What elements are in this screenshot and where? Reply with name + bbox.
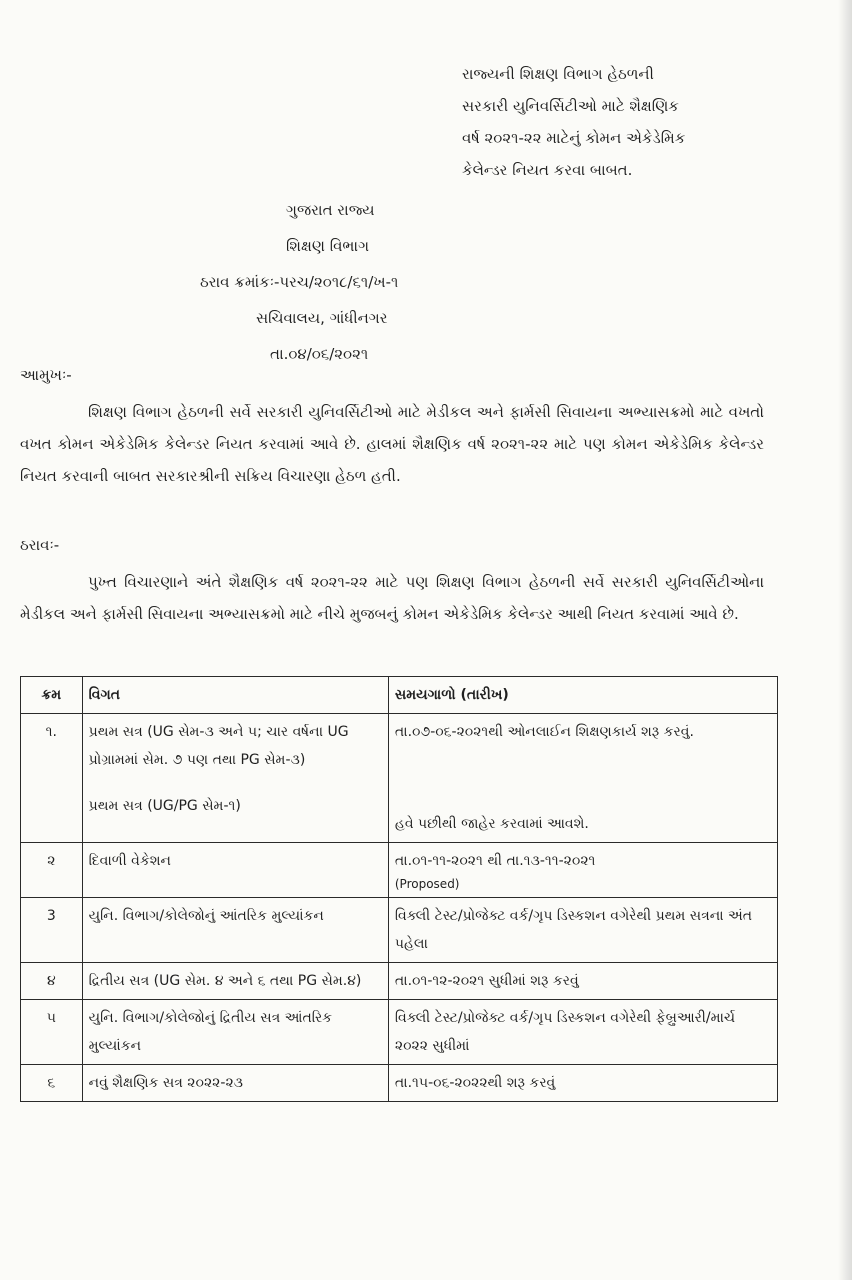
- header-detail: વિગત: [82, 677, 388, 714]
- row-detail-text: પ્રથમ સત્ર (UG સેમ-૩ અને ૫; ચાર વર્ષના UG પ્રોગ્રામમાં સેમ. ૭ પણ તથા PG સેમ-૩): [88, 724, 349, 768]
- header-no: ક્રમ: [21, 677, 83, 714]
- row-period-text-2: હવે પછીથી જાહેર કરવામાં આવશે.: [394, 816, 589, 832]
- proposed-note: (Proposed): [394, 877, 460, 891]
- row-detail: નવું શૈક્ષણિક સત્ર ૨૦૨૨-૨૩: [82, 1065, 388, 1102]
- resolution-paragraph: [20, 566, 764, 630]
- table-header-row: [21, 677, 778, 714]
- row-detail: યુનિ. વિભાગ/કોલેજોનું આંતરિક મુલ્યાંકન: [82, 898, 388, 963]
- row-no: ૬: [21, 1065, 83, 1102]
- subject-block: [462, 58, 772, 186]
- resolution-label: ઠરાવઃ-: [20, 536, 60, 554]
- row-detail: [82, 714, 388, 843]
- row-period: તા.૦૧-૧૨-૨૦૨૧ સુધીમાં શરૂ કરવું: [388, 963, 777, 1000]
- subject-line: કેલેન્ડર નિયત કરવા બાબત.: [462, 161, 633, 179]
- row-period: [388, 714, 777, 843]
- header-period: સમયગાળો (તારીખ): [388, 677, 777, 714]
- row-period: [388, 843, 777, 898]
- table-row: [21, 714, 778, 843]
- row-detail: યુનિ. વિભાગ/કોલેજોનું દ્રિતીય સત્ર આંતરિક મુલ્યાંકન: [82, 1000, 388, 1065]
- row-detail-text-2: પ્રથમ સત્ર (UG/PG સેમ-૧): [88, 798, 241, 814]
- table-row: [21, 843, 778, 898]
- row-period-text: તા.૦૭-૦૬-૨૦૨૧થી ઓનલાઈન શિક્ષણકાર્ય શરૂ કરવું.: [394, 724, 694, 740]
- subject-line: રાજ્યની શિક્ષણ વિભાગ હેઠળની: [462, 65, 654, 83]
- subject-line: વર્ષ ૨૦૨૧-૨૨ માટેનું કોમન એકેડેમિક: [462, 129, 686, 147]
- row-period-text: તા.૦૧-૧૧-૨૦૨૧ થી તા.૧૩-૧૧-૨૦૨૧: [394, 853, 596, 869]
- preamble-text: શિક્ષણ વિભાગ હેઠળની સર્વે સરકારી યુનિવર્સિટીઓ માટે મેડીકલ અને ફાર્મસી સિવાયના અભ્યાસક્રમો માટે વખતો વખત કોમન એકેડેમિક કેલેન્ડર નિયત કરવામાં આવે છે. હાલમાં શૈક્ષણિક વર્ષ ૨૦૨૧-૨૨ માટે પણ કોમન એકેડેમિક કેલેન્ડર નિયત કરવાની બાબત સરકારશ્રીની સક્રિય વિચારણા હેઠળ હતી.: [20, 403, 764, 485]
- row-detail: દ્રિતીય સત્ર (UG સેમ. ૪ અને ૬ તથા PG સેમ.૪): [82, 963, 388, 1000]
- resolution-header: [190, 192, 490, 372]
- department-name: શિક્ષણ વિભાગ: [286, 237, 370, 255]
- preamble-paragraph: [20, 396, 764, 492]
- row-period: વિક્લી ટેસ્ટ/પ્રોજેક્ટ વર્ક/ગૃપ ડિસ્કશન વગેરેથી પ્રથમ સત્રના અંત પહેલા: [388, 898, 777, 963]
- row-no: ૨: [21, 843, 83, 898]
- resolution-text: પુખ્ત વિચારણાને અંતે શૈક્ષણિક વર્ષ ૨૦૨૧-૨૨ માટે પણ શિક્ષણ વિભાગ હેઠળની સર્વે સરકારી યુનિવર્સિટીઓના મેડીકલ અને ફાર્મસી સિવાયના અભ્યાસક્રમો માટે નીચે મુજબનું કોમન એકેડેમિક કેલેન્ડર આથી નિયત કરવામાં આવે છે.: [20, 573, 764, 623]
- row-period: વિક્લી ટેસ્ટ/પ્રોજેક્ટ વર્ક/ગૃપ ડિસ્કશન વગેરેથી ફેબ્રુઆરી/માર્ચ ૨૦૨૨ સુધીમાં: [388, 1000, 777, 1065]
- table-row: [21, 963, 778, 1000]
- preamble-label: આમુખઃ-: [20, 366, 72, 384]
- row-detail: દિવાળી વેકેશન: [82, 843, 388, 898]
- row-period: તા.૧૫-૦૬-૨૦૨૨થી શરૂ કરવું: [388, 1065, 777, 1102]
- row-no: ૧.: [21, 714, 83, 843]
- resolution-date: તા.૦૪/૦૬/૨૦૨૧: [270, 345, 369, 363]
- office-name: સચિવાલય, ગાંધીનગર: [256, 309, 388, 327]
- table-row: [21, 1065, 778, 1102]
- row-no: ૫: [21, 1000, 83, 1065]
- resolution-number: ઠરાવ ક્રમાંકઃ-પરચ/૨૦૧૮/૬૧/ખ-૧: [200, 273, 399, 291]
- subject-line: સરકારી યુનિવર્સિટીઓ માટે શૈક્ષણિક: [462, 97, 679, 115]
- row-no: ૪: [21, 963, 83, 1000]
- page-edge-shadow: [838, 0, 852, 1280]
- row-no: 3: [21, 898, 83, 963]
- academic-calendar-table: [20, 676, 778, 1102]
- state-name: ગુજરાત રાજ્ય: [286, 201, 375, 219]
- table-row: [21, 898, 778, 963]
- table-row: [21, 1000, 778, 1065]
